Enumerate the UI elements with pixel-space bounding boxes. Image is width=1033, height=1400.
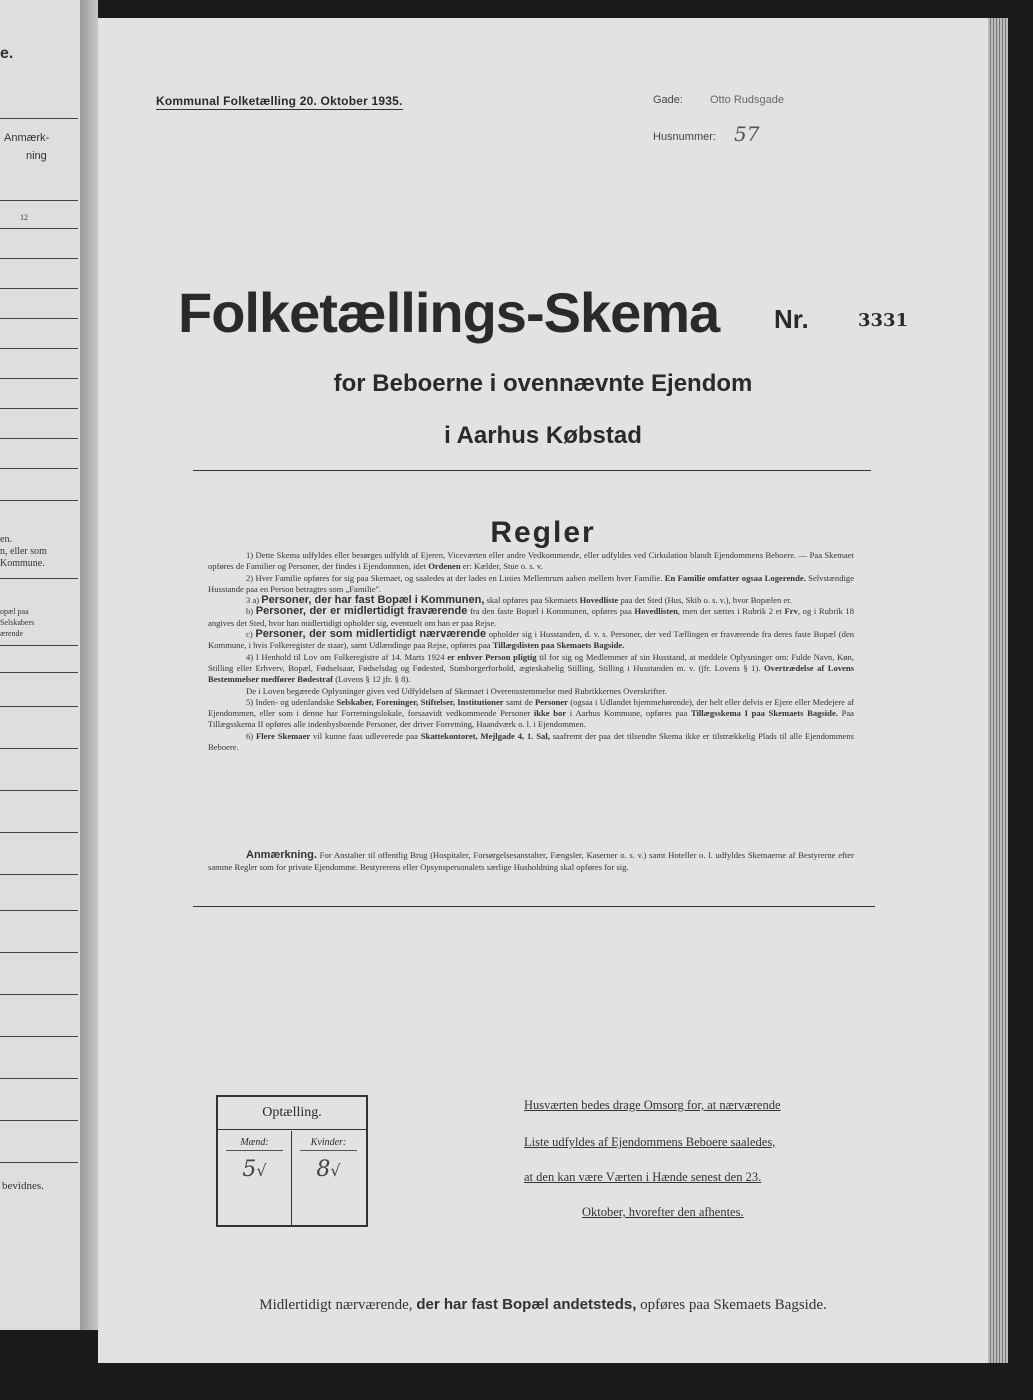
landlord-notice-line: Husværten bedes drage Omsorg for, at nærværende [524, 1098, 781, 1112]
census-form-page [98, 18, 988, 1363]
footer-instruction: Midlertidigt nærværende, der har fast Bopæl andetsteds, opføres paa Skemaets Bagside. [259, 1296, 827, 1313]
left-page-note: Kommune. [0, 558, 45, 569]
annotation-note: Anmærkning. For Anstalter til offentlig Brug (Hospitaler, Forsørgelsesanstalter, Fængsler, Kaserner o. s. v.) samt Hoteller o. l. udfyldes Skemaerne af Bestyrerne efter samme Regler som for private Ejendomme. Bestyrerens eller Opsynspersonalets særlige Husholdning skal opføres for sig. [208, 849, 854, 872]
left-page-column-heading: Anmærk- [4, 132, 50, 144]
men-label: Mænd: [226, 1137, 283, 1151]
count-box [216, 1095, 368, 1227]
rule-1: 1) Dette Skema udfyldes eller besørges udfyldt af Ejeren, Viceværten eller andre Vedkommende, eller udfyldes ved Cirkulation blandt Ejendommens Beboere. — Paa Skemaet opføres de Familier og Personer, der findes i Ejendommen, idet Ordenen er: Kælder, Stue o. s. v. [208, 550, 854, 572]
count-box-title: Optælling. [218, 1097, 366, 1130]
street-label: Gade: [653, 94, 683, 106]
rule-2: 2) Hver Familie opføres for sig paa Skemaet, og saaledes at der lades en Linies Mellemrum aaben mellem hver Familie. En Familie omfatter ogsaa Logerende. Selvstændige Husstande paa en Person betragtes som „Familie". [208, 572, 855, 594]
divider [193, 470, 871, 471]
left-page-note: opæl paa [0, 607, 29, 616]
women-count: 8√ [316, 1157, 341, 1182]
landlord-notice-line: at den kan være Værten i Hænde senest den 23. [524, 1170, 762, 1184]
form-title: Folketællings-Skema [178, 281, 720, 344]
book-page-edges [988, 18, 1008, 1363]
rule-3c: c) Personer, der som midlertidigt nærværende opholder sig i Husstanden, d. v. s. Personer, der ved Tællingen er fraværende fra deres faste Bopæl (den Kommune, i hvis Folkeregister de staar), samt Udlændinge paa Rejse, opføres paa Tillægslisten paa Skemaets Bagside. [208, 628, 855, 651]
check-mark-icon: √ [256, 1161, 267, 1180]
rule-4: 4) I Henhold til Lov om Folkeregistre af 14. Marts 1924 er enhver Person pligtig til for sig og Medlemmer af sin Husstand, at meddele Oplysninger om: Fulde Navn, Køn, Stilling eller Erhverv, Bopæl, Fødselsaar, Fødselsdag og Fødested, Statsborgerforhold, ægteskabelig Stilling, Stilling i Husstanden m. v. (jfr. Lovens § 1). Overtrædelse af Lovens Bestemmelser medfører Bødestraf (Lovens § 12 jfr. § 8). [208, 651, 855, 685]
rules-text [208, 550, 854, 753]
rule-3a: 3 a) Personer, der har fast Bopæl i Kommunen, skal opføres paa Skemaets Hovedliste paa det Sted (Hus, Skib o. s. v.), hvor Bopælen er. [246, 594, 792, 607]
form-number-value: 3331 [858, 310, 909, 331]
divider [193, 906, 875, 907]
house-number-label: Husnummer: [653, 131, 716, 143]
left-page-column-heading: ning [26, 150, 47, 162]
women-label: Kvinder: [300, 1137, 357, 1151]
house-number-value: 57 [734, 122, 760, 146]
men-column [218, 1131, 291, 1225]
women-column [292, 1131, 365, 1225]
left-page-footer: bevidnes. [2, 1180, 44, 1192]
book-spine [80, 0, 98, 1330]
census-header: Kommunal Folketælling 20. Oktober 1935. [156, 94, 403, 108]
landlord-notice-line: Oktober, hvorefter den afhentes. [582, 1205, 744, 1219]
men-count: 5√ [242, 1157, 267, 1182]
left-page-note: n, eller som [0, 546, 47, 557]
left-page-fragment [0, 0, 82, 1330]
rule-6: 6) Flere Skemaer vil kunne faas udleverede paa Skattekontoret, Mejlgade 4, 1. Sal, saafremt der paa det tilsendte Skema ikke er tilstrækkelig Plads til alle Ejendommens Beboere. [208, 730, 855, 753]
street-value: Otto Rudsgade [710, 94, 784, 106]
rule-4-note: De i Loven begærede Oplysninger gives ved Udfyldelsen af Skemaet i Overensstemmelse med Rubrikkernes Overskrifter. [246, 685, 667, 696]
rules-heading: Regler [490, 516, 596, 549]
left-page-note: en. [0, 534, 12, 545]
form-subtitle: for Beboerne i ovennævnte Ejendom [333, 370, 753, 397]
landlord-notice-line: Liste udfyldes af Ejendommens Beboere saaledes, [524, 1135, 776, 1149]
left-page-column-number: 12 [20, 213, 28, 222]
left-page-header: e. [0, 45, 14, 62]
left-page-note: ærende [0, 629, 24, 638]
left-page-note: Selskabers [0, 618, 35, 627]
rule-3b: b) Personer, der er midlertidigt fraværende fra den faste Bopæl i Kommunen, opføres paa Hovedlisten, men der sættes i Rubrik 2 et Frv, og i Rubrik 18 angives det Sted, hvor han midlertidigt opholder sig, eventuelt om han er paa Rejse. [208, 605, 854, 628]
form-number-label: Nr. [774, 304, 809, 334]
check-mark-icon: √ [330, 1161, 341, 1180]
form-subtitle-city: i Aarhus Købstad [444, 422, 642, 449]
rule-5: 5) Inden- og udenlandske Selskaber, Foreninger, Stiftelser, Institutioner samt de Personer (ogsaa i Udlandet hjemmehørende), der helt eller delvis er Ejere eller Medejere af Ejendommen, eller som i denne har Forretningslokale, forsaavidt vedkommende Personer ikke bor i Aarhus Kommune, opføres paa Tillægsskema I paa Skemaets Bagside. Paa Tillægsskema II opføres alle indenbysboende Personer, der driver Forretning, Haandværk o. l. i Ejendommen. [208, 696, 854, 730]
